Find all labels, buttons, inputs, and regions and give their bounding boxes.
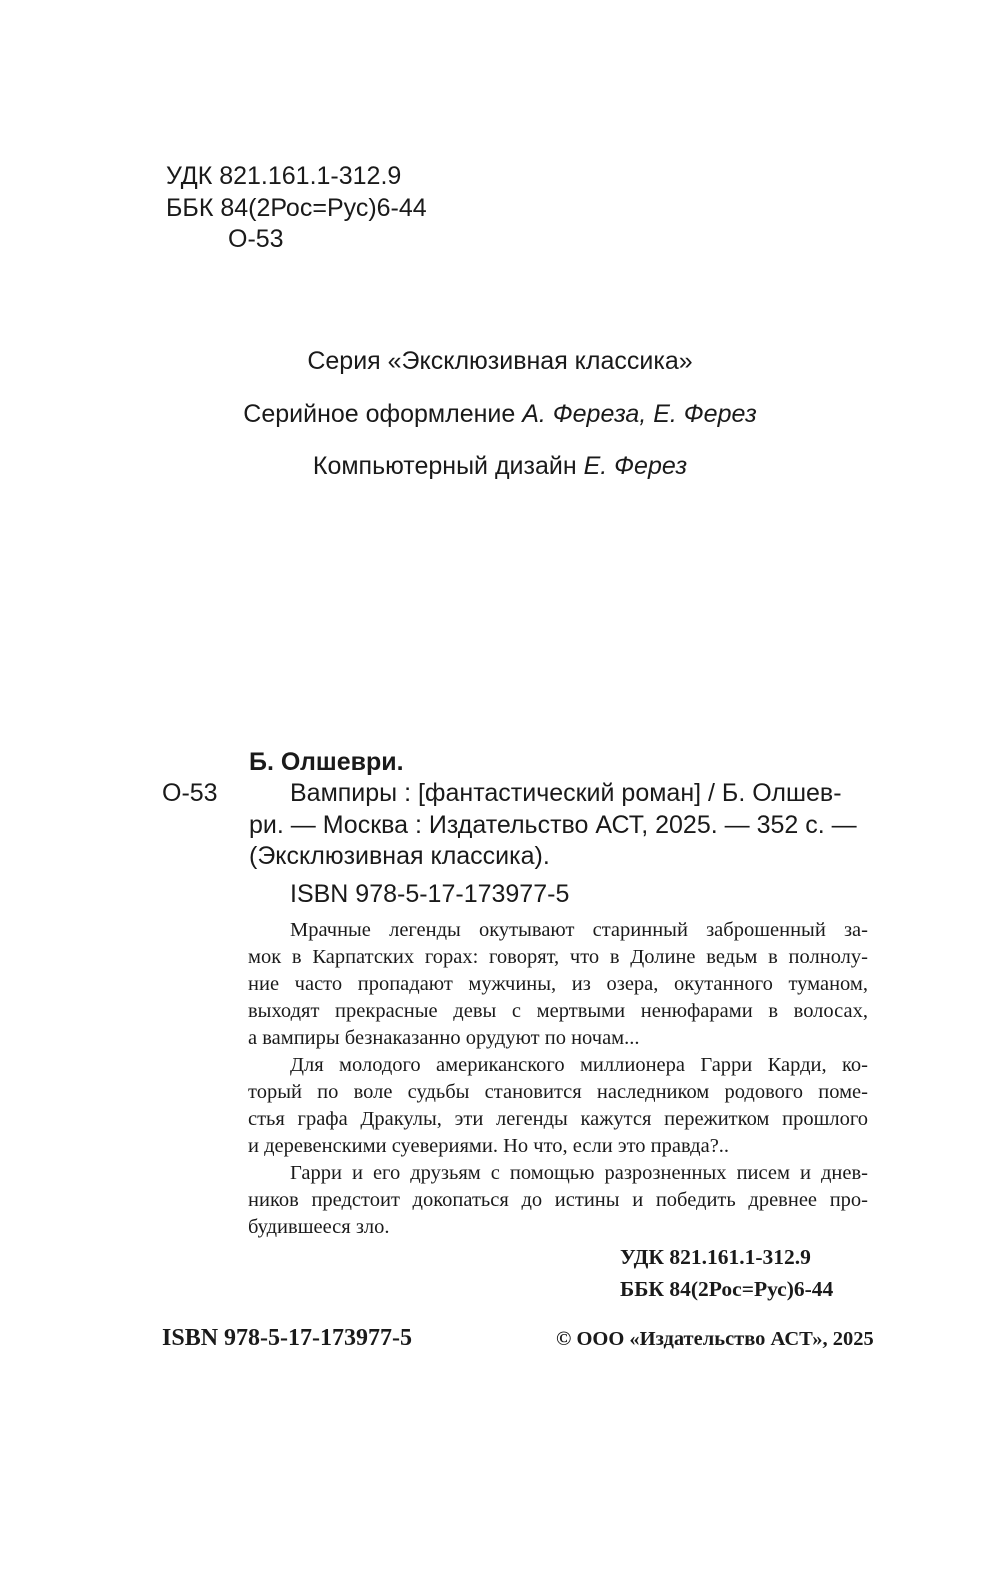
series-design-line: [0, 400, 1000, 429]
computer-design-prefix: Компьютерный дизайн: [312, 452, 584, 480]
annotation-line: стья графа Дракулы, эти легенды кажутся пережитком прошлого: [248, 1108, 868, 1130]
series-design-names: А. Фереза, Е. Ферез: [522, 400, 757, 428]
footer-isbn: ISBN 978-5-17-173977-5: [162, 1325, 412, 1351]
annotation-line: Мрачные легенды окутывают старинный заброшенный за-: [290, 919, 868, 941]
bottom-udk-code: УДК 821.161.1-312.9: [620, 1245, 811, 1269]
top-bbk-code: ББК 84(2Рос=Рус)6-44: [166, 194, 427, 222]
annotation-line: и деревенскими суевериями. Но что, если это правда?..: [248, 1135, 730, 1157]
annotation-line: Для молодого американского миллионера Гарри Карди, ко-: [290, 1054, 868, 1076]
top-author-mark: О-53: [228, 225, 284, 253]
bibliographic-line-1: Вампиры : [фантастический роман] / Б. Олшев-: [290, 779, 842, 807]
author-heading: Б. Олшеври.: [249, 748, 404, 776]
top-udk-code: УДК 821.161.1-312.9: [166, 162, 402, 190]
copyright-notice: © ООО «Издательство АСТ», 2025: [556, 1328, 874, 1350]
series-design-prefix: Серийное оформление: [243, 400, 523, 428]
computer-design-name: Е. Ферез: [583, 452, 688, 480]
bottom-bbk-code: ББК 84(2Рос=Рус)6-44: [620, 1277, 834, 1301]
bibliographic-mark: О-53: [162, 779, 218, 807]
annotation: [248, 917, 868, 1241]
annotation-line: выходят прекрасные девы с мертвыми ненюфарами в волосах,: [248, 1000, 868, 1022]
bibliographic-line-3: (Эксклюзивная классика).: [249, 842, 550, 870]
computer-design-line: [0, 452, 1000, 481]
annotation-line: торый по воле судьбы становится наследником родового поме-: [248, 1081, 868, 1103]
annotation-line: а вампиры безнаказанно орудуют по ночам...: [248, 1027, 640, 1049]
annotation-line: Гарри и его друзьям с помощью разрозненных писем и днев-: [290, 1162, 868, 1184]
annotation-line: будившееся зло.: [248, 1216, 390, 1238]
bibliographic-isbn: ISBN 978-5-17-173977-5: [290, 880, 570, 908]
annotation-line: ние часто пропадают мужчины, из озера, окутанного туманом,: [248, 973, 868, 995]
annotation-line: мок в Карпатских горах: говорят, что в Долине ведьм в полнолу-: [248, 946, 868, 968]
annotation-line: ников предстоит докопаться до истины и победить древнее про-: [248, 1189, 868, 1211]
series-line: Серия «Эксклюзивная классика»: [307, 347, 693, 375]
bibliographic-line-2: ри. — Москва : Издательство АСТ, 2025. — 352 с. —: [249, 811, 857, 839]
